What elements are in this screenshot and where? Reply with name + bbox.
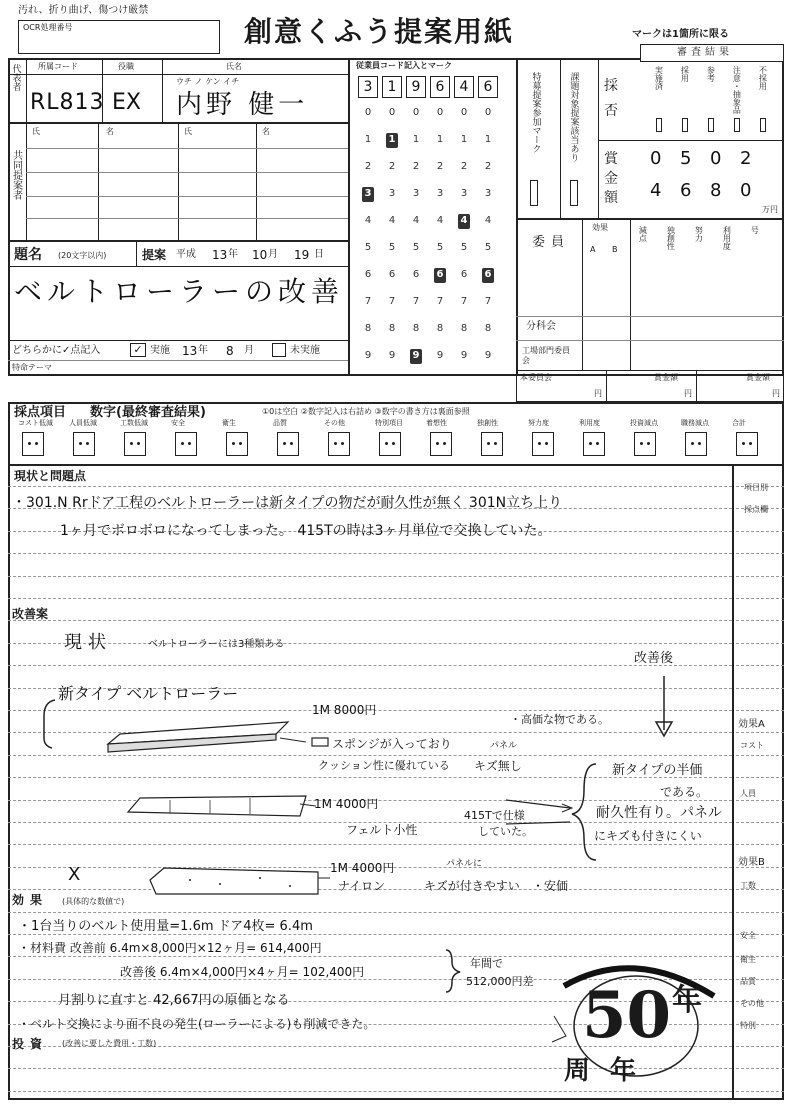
employee-code-mark-cell[interactable]: 6	[364, 269, 372, 280]
employee-code-mark-cell[interactable]: 6	[482, 268, 494, 283]
scoring-item-label: 特別項目	[375, 419, 403, 427]
employee-code-mark-cell[interactable]: 5	[412, 242, 420, 253]
prize-digit[interactable]: 0	[740, 180, 752, 201]
employee-code-mark-cell[interactable]: 9	[364, 350, 372, 361]
dept-code-label: 所属コード	[38, 62, 78, 71]
employee-code-mark-cell[interactable]: 6	[388, 269, 396, 280]
co-col-label: 名	[262, 127, 270, 136]
implemented-label: 実施	[150, 345, 170, 356]
employee-code-digit[interactable]: 6	[478, 76, 498, 98]
effect-label: 効果	[592, 223, 608, 232]
effect-brace-2[interactable]: 512,000円差	[466, 975, 534, 988]
employee-code-mark-cell[interactable]: 8	[436, 323, 444, 334]
investment-heading: 投資	[12, 1037, 49, 1051]
side-item: 効果B	[738, 857, 765, 868]
badge-number: 50	[582, 978, 672, 1053]
employee-code-mark-cell[interactable]: 4	[412, 215, 420, 226]
adoption-option-label: 採用	[680, 66, 690, 82]
implemented-month[interactable]: 8	[226, 344, 234, 358]
month-unit: 月	[268, 249, 278, 260]
employee-code-mark-cell[interactable]: 4	[458, 214, 470, 229]
special-flag-label: 特募提案参加マーク	[530, 72, 541, 153]
improvement-heading: 改善案	[12, 607, 49, 621]
employee-code-mark-cell[interactable]: 5	[484, 242, 492, 253]
not-implemented-label: 未実施	[290, 345, 320, 356]
adoption-label: 採否	[604, 78, 618, 120]
side-item: 効果A	[738, 719, 765, 730]
current-line-2[interactable]: 1ヶ月でボロボロになってしまった。 415Tの時は3ヶ月単位で交換していた。	[60, 523, 552, 539]
impl-month-unit: 月	[244, 345, 254, 356]
day-unit: 日	[314, 249, 324, 260]
proposal-day[interactable]: 19	[294, 248, 310, 262]
plant-committee-label: 工場部門委員会	[522, 346, 570, 365]
employee-code-mark-cell[interactable]: 2	[364, 161, 372, 172]
implemented-year[interactable]: 13	[182, 344, 198, 358]
employee-code-mark-cell[interactable]: 4	[436, 215, 444, 226]
co-proposers-label: 共同提案者	[10, 150, 22, 200]
scratch-note-3[interactable]: キズが付きやすい	[424, 879, 520, 893]
employee-code-mark-cell[interactable]: 3	[460, 188, 468, 199]
date-label: 提案	[142, 248, 167, 262]
impl-year-unit: 年	[198, 345, 208, 356]
side-item: 採点欄	[744, 505, 768, 514]
prize-digit[interactable]: 2	[740, 148, 752, 169]
yen-2: 円	[684, 389, 692, 398]
new-eval-2[interactable]: である。	[660, 785, 709, 799]
employee-code-mark-cell[interactable]: 2	[388, 161, 396, 172]
effect-a: A	[590, 245, 596, 254]
position-value[interactable]: EX	[112, 90, 141, 115]
side-item: 安全	[740, 931, 756, 940]
type1-note[interactable]: ・高価な物である。	[510, 713, 609, 726]
employee-code-mark-cell[interactable]: 8	[460, 323, 468, 334]
employee-code-mark-cell[interactable]: 0	[412, 107, 420, 118]
amount-label-2: 賞金額	[746, 373, 770, 382]
type1-name[interactable]: 新タイプ ベルトローラー	[58, 684, 239, 703]
employee-code-mark-cell[interactable]: 4	[364, 215, 372, 226]
employee-code-mark-cell[interactable]: 7	[484, 296, 492, 307]
scoring-item-label: 着想性	[426, 419, 447, 427]
employee-code-digit[interactable]: 1	[382, 76, 402, 98]
subject-label: 題名	[14, 247, 42, 263]
co-col-label: 名	[106, 127, 114, 136]
yen-1: 円	[594, 389, 602, 398]
proposal-month[interactable]: 10	[252, 248, 268, 262]
employee-code-mark-cell[interactable]: 3	[412, 188, 420, 199]
review-result-title: 審査結果	[677, 47, 733, 58]
side-item: コスト	[740, 741, 764, 750]
investment-note: (改善に要した費用・工数)	[62, 1039, 157, 1048]
employee-code-digit[interactable]: 9	[406, 76, 426, 98]
subject-limit: (20文字以内)	[58, 251, 107, 260]
side-item: 特別	[740, 1021, 756, 1030]
employee-code-mark-cell[interactable]: 5	[436, 242, 444, 253]
scoring-item-label: コスト低減	[18, 419, 53, 427]
employee-code-mark-cell[interactable]: 0	[388, 107, 396, 118]
panel-note-3[interactable]: パネルに	[446, 859, 483, 869]
committee-column-label: 独創性	[666, 226, 676, 250]
new-eval-3[interactable]: 耐久性有り。パネル	[596, 805, 722, 821]
committee-member-label: 委員	[532, 235, 571, 250]
employee-code-digit[interactable]: 6	[430, 76, 450, 98]
adoption-option-label: 不採用	[758, 66, 768, 90]
scoring-item-label: 人員低減	[69, 419, 97, 427]
effect-b: B	[612, 245, 618, 254]
name-label: 氏名	[226, 62, 242, 71]
implemented-checkbox[interactable]: ✓	[130, 343, 146, 357]
side-item: その他	[740, 999, 764, 1008]
effect-brace-1[interactable]: 年間で	[470, 957, 503, 970]
prize-digit[interactable]: 0	[650, 148, 662, 169]
sub-committee-label: 分科会	[526, 321, 556, 332]
type2-price[interactable]: 1M 4000円	[314, 797, 379, 811]
type3-name[interactable]: ナイロン	[338, 879, 386, 893]
effect-line-4[interactable]: ・ベルト交換により面不良の発生(ローラーによる)も削減できた。	[18, 1017, 376, 1031]
scoring-item-label: 衛生	[222, 419, 236, 427]
effect-line-2a[interactable]: ・材料費 改善前 6.4m×8,000円×12ヶ月= 614,400円	[18, 941, 322, 955]
current-heading: 現状と問題点	[14, 469, 87, 483]
name-kana: ウチ ノ ケン イチ	[176, 77, 240, 86]
employee-code-mark-cell[interactable]: 9	[410, 349, 422, 364]
panel-note-1[interactable]: パネル	[490, 741, 518, 751]
co-col-label: 氏	[32, 127, 40, 136]
genjo-note[interactable]: ベルトローラーには3種類ある	[148, 639, 285, 650]
employee-code-mark-cell[interactable]: 7	[436, 296, 444, 307]
employee-code-mark-cell[interactable]: 6	[412, 269, 420, 280]
scoring-item-label: 品質	[273, 419, 287, 427]
adoption-option-label: 実施済	[654, 66, 664, 90]
type2-name[interactable]: フェルト小性	[346, 823, 418, 837]
name-value[interactable]: 内野 健一	[176, 90, 309, 120]
year-unit: 年	[228, 249, 238, 260]
employee-code-mark-cell[interactable]: 8	[364, 323, 372, 334]
employee-code-mark-cell[interactable]: 0	[364, 107, 372, 118]
genjo-label[interactable]: 現状	[64, 632, 112, 653]
co-col-label: 氏	[184, 127, 192, 136]
prize-digit[interactable]: 6	[680, 180, 692, 201]
check-prompt: どちらかに✓点記入	[12, 345, 101, 356]
form-title: 創意くふう提案用紙	[244, 15, 515, 48]
employee-code-mark-cell[interactable]: 9	[436, 350, 444, 361]
main-committee-label: 本委員会	[520, 373, 552, 382]
employee-code-mark-cell[interactable]: 1	[436, 134, 444, 145]
employee-code-mark-cell[interactable]: 2	[460, 161, 468, 172]
scoring-item-label: 投資減点	[630, 419, 658, 427]
era-label: 平成	[176, 249, 196, 260]
dept-code-value[interactable]: RL813	[30, 90, 105, 115]
proposal-year[interactable]: 13	[212, 248, 228, 262]
type3-price[interactable]: 1M 4000円	[330, 861, 395, 875]
employee-code-mark-cell[interactable]: 2	[484, 161, 492, 172]
employee-code-mark-cell[interactable]: 3	[436, 188, 444, 199]
employee-code-mark-cell[interactable]: 7	[388, 296, 396, 307]
cheap-note[interactable]: ・安価	[532, 879, 569, 893]
scoring-item-label: 利用度	[579, 419, 600, 427]
employee-code-mark-cell[interactable]: 1	[460, 134, 468, 145]
employee-code-mark-cell[interactable]: 5	[388, 242, 396, 253]
committee-column-label: 減点	[638, 226, 648, 242]
employee-code-mark-cell[interactable]: 4	[388, 215, 396, 226]
employee-code-mark-cell[interactable]: 4	[484, 215, 492, 226]
type3-mark[interactable]: X	[68, 864, 81, 885]
employee-code-mark-cell[interactable]: 3	[484, 188, 492, 199]
employee-code-mark-cell[interactable]: 5	[460, 242, 468, 253]
committee-column-label: 号	[750, 226, 760, 234]
prize-unit: 万円	[762, 205, 778, 214]
notice-text: 汚れ、折り曲げ、傷つけ厳禁	[18, 5, 149, 16]
new-eval-4[interactable]: にキズも付きにくい	[594, 829, 702, 843]
effect-line-2b[interactable]: 改善後 6.4m×4,000円×4ヶ月= 102,400円	[120, 965, 365, 979]
position-label: 役職	[118, 62, 134, 71]
prize-label: 賞金額	[604, 151, 618, 207]
badge-suffix: 年	[672, 983, 702, 1018]
type1-desc-1[interactable]: スポンジが入っており	[332, 737, 452, 751]
employee-code-mark-cell[interactable]: 0	[436, 107, 444, 118]
employee-code-mark-cell[interactable]: 1	[386, 133, 398, 148]
prize-digit[interactable]: 5	[680, 148, 692, 169]
employee-code-mark-cell[interactable]: 7	[364, 296, 372, 307]
scoring-item-label: その他	[324, 419, 345, 427]
employee-code-mark-cell[interactable]: 8	[388, 323, 396, 334]
employee-code-digit[interactable]: 3	[358, 76, 378, 98]
employee-code-mark-cell[interactable]: 5	[364, 242, 372, 253]
employee-code-mark-cell[interactable]: 7	[460, 296, 468, 307]
type2-note-2[interactable]: していた。	[478, 825, 533, 838]
anniversary-badge	[544, 956, 728, 1096]
new-eval-1[interactable]: 新タイプの半価	[612, 763, 703, 778]
employee-code-mark-cell[interactable]: 1	[484, 134, 492, 145]
amount-label-1: 賞金額	[654, 373, 678, 382]
employee-code-mark-cell[interactable]: 0	[460, 107, 468, 118]
side-item: 人員	[740, 789, 756, 798]
target-flag-label: 課題対象提案該当あり	[568, 72, 579, 162]
ocr-label: OCR処理番号	[23, 23, 73, 32]
employee-code-mark-cell[interactable]: 3	[388, 188, 396, 199]
employee-code-mark-cell[interactable]: 9	[484, 350, 492, 361]
employee-code-mark-cell[interactable]: 2	[436, 161, 444, 172]
theme-label: 特命テーマ	[12, 363, 52, 372]
scoring-notes: ①0は空白 ②数字記入は右詰め ③数字の書き方は裏面参照	[262, 407, 470, 416]
type1-price[interactable]: 1M 8000円	[312, 703, 377, 717]
scoring-label: 採点項目	[14, 405, 67, 420]
effect-note: (具体的な数値で)	[62, 897, 125, 906]
effect-line-3[interactable]: 月割りに直すと 42,667円の原価となる	[58, 993, 290, 1008]
employee-code-label: 従業員コード記入とマーク	[356, 61, 452, 70]
scoring-item-label: 独創性	[477, 419, 498, 427]
scratch-note-1[interactable]: キズ無し	[474, 759, 522, 773]
type1-desc-2[interactable]: クッション性に優れている	[318, 759, 450, 772]
committee-column-label: 努力	[694, 226, 704, 242]
adoption-option-label: 注意・抽象品	[732, 66, 742, 114]
mark-note: マークは1箇所に限る	[632, 29, 729, 40]
current-line-1[interactable]: ・301.N Rrドア工程のベルトローラーは新タイプの物だが耐久性が無く 301N立ち上り	[12, 495, 563, 511]
employee-code-mark-cell[interactable]: 8	[412, 323, 420, 334]
badge-caption: 周年	[564, 1056, 657, 1086]
employee-code-mark-cell[interactable]: 0	[484, 107, 492, 118]
employee-code-mark-cell[interactable]: 9	[388, 350, 396, 361]
employee-code-mark-cell[interactable]: 1	[364, 134, 372, 145]
employee-code-mark-cell[interactable]: 6	[434, 268, 446, 283]
proposer-row-label: 代表者	[10, 64, 21, 91]
employee-code-mark-cell[interactable]: 3	[362, 187, 374, 202]
side-item: 品質	[740, 977, 756, 986]
committee-column-label: 利用度	[722, 226, 732, 250]
employee-code-mark-cell[interactable]: 1	[412, 134, 420, 145]
scoring-item-label: 職務減点	[681, 419, 709, 427]
after-label[interactable]: 改善後	[634, 651, 674, 666]
side-item: 項目別	[744, 483, 768, 492]
employee-code-mark-cell[interactable]: 8	[484, 323, 492, 334]
prize-digit[interactable]: 4	[650, 180, 662, 201]
prize-digit[interactable]: 0	[710, 148, 722, 169]
side-item: 衛生	[740, 955, 756, 964]
side-item: 工数	[740, 881, 756, 890]
subject-text[interactable]: ベルトローラーの改善	[14, 275, 345, 308]
employee-code-mark-cell[interactable]: 6	[460, 269, 468, 280]
scoring-item-label: 安全	[171, 419, 185, 427]
prize-digit[interactable]: 8	[710, 180, 722, 201]
effect-heading: 効果	[12, 893, 49, 907]
type2-note-1[interactable]: 415Tで仕様	[464, 809, 525, 822]
scoring-subtitle: 数字(最終審査結果)	[90, 405, 206, 420]
adoption-option-label: 参考	[706, 66, 716, 82]
yen-3: 円	[772, 389, 780, 398]
effect-line-1[interactable]: ・1台当りのベルト使用量=1.6m ドア4枚= 6.4m	[18, 919, 313, 934]
employee-code-mark-cell[interactable]: 2	[412, 161, 420, 172]
scoring-item-label: 合計	[732, 419, 746, 427]
scoring-item-label: 工数低減	[120, 419, 148, 427]
employee-code-digit[interactable]: 4	[454, 76, 474, 98]
scoring-item-label: 努力度	[528, 419, 549, 427]
employee-code-mark-cell[interactable]: 9	[460, 350, 468, 361]
employee-code-mark-cell[interactable]: 7	[412, 296, 420, 307]
